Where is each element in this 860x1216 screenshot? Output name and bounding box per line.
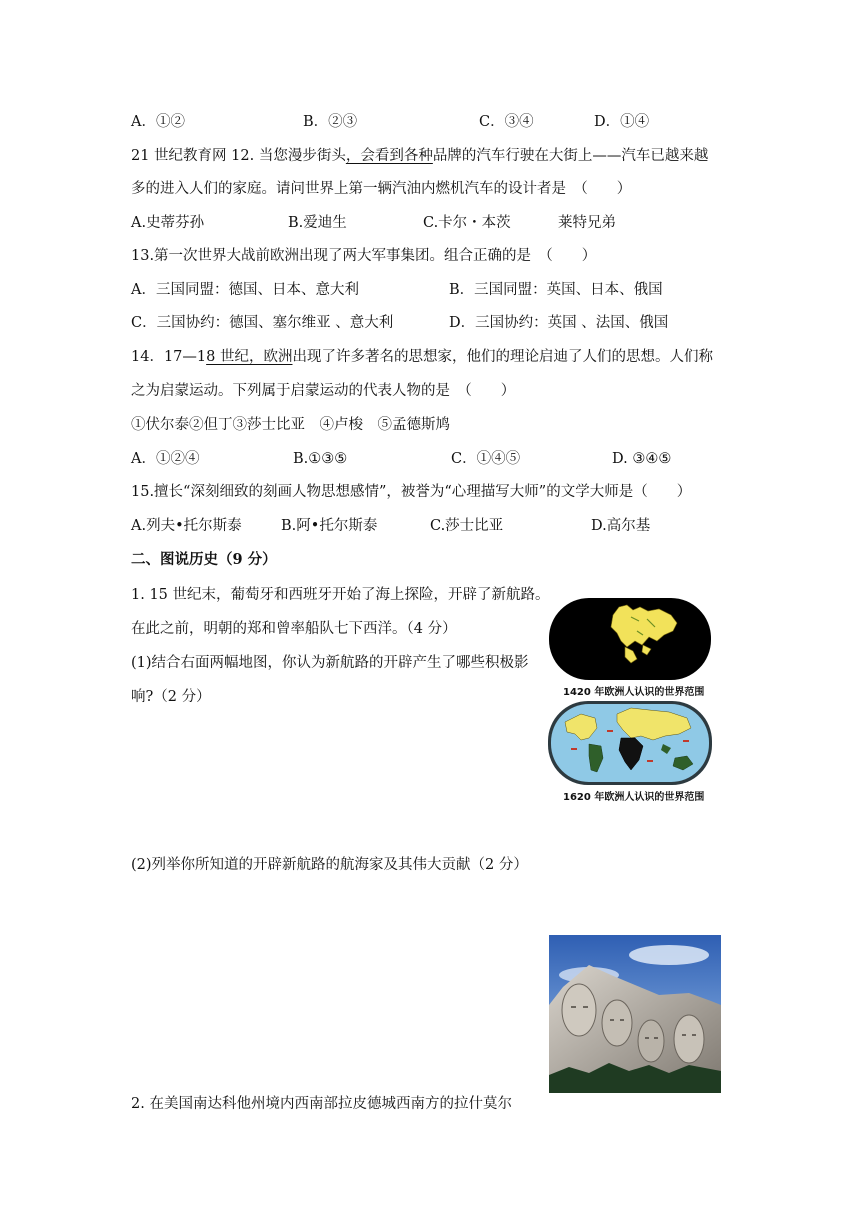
q11-option-a: A．①② bbox=[131, 114, 185, 130]
q14-option-d: D. ③④⑤ bbox=[612, 451, 672, 467]
section2-heading: 二、图说历史（9 分） bbox=[131, 551, 277, 568]
q12-option-c: C.卡尔・本茨 bbox=[423, 215, 511, 231]
q14-options bbox=[131, 449, 751, 469]
q14-underlined: 8 世纪，欧洲 bbox=[206, 349, 293, 365]
q14-stem-line1 bbox=[131, 347, 713, 367]
q12-stem-line2: 多的进入人们的家庭。请问世界上第一辆汽油内燃机汽车的设计者是 （ ） bbox=[131, 181, 632, 197]
q12-prefix: 21 世纪教育网 12. 当您漫步街头 bbox=[131, 148, 346, 164]
q13-options-row1 bbox=[131, 280, 751, 300]
q15-options bbox=[131, 516, 751, 536]
q12-rest: 品牌的汽车行驶在大街上——汽车已越来越 bbox=[432, 148, 709, 164]
map-1620-figure bbox=[547, 700, 713, 803]
q13-options-row2 bbox=[131, 313, 751, 333]
section2-sub1-line1: (1)结合右面两幅地图，你认为新航路的开辟产生了哪些积极影 bbox=[131, 655, 529, 671]
q12-options bbox=[131, 213, 751, 233]
q11-option-b: B．②③ bbox=[303, 114, 358, 130]
q14-prefix: 14．17—1 bbox=[131, 349, 207, 365]
q14-rest: 出现了许多著名的思想家，他们的理论启迪了人们的思想。人们称 bbox=[292, 349, 713, 365]
q15-option-d: D.高尔基 bbox=[591, 518, 651, 534]
map-1620-image bbox=[547, 700, 713, 786]
q12-option-a: A.史蒂芬孙 bbox=[131, 215, 205, 231]
q15-stem: 15.擅长“深刻细致的刻画人物思想感情”，被誉为“心理描写大师”的文学大师是（ ） bbox=[131, 484, 692, 500]
map-1620-caption: 1620 年欧洲人认识的世界范围 bbox=[563, 792, 705, 803]
section2-sub2: (2)列举你所知道的开辟新航路的航海家及其伟大贡献（2 分） bbox=[131, 857, 528, 873]
q13-option-d: D．三国协约：英国 、法国、俄国 bbox=[449, 315, 669, 331]
q14-stem-line2: 之为启蒙运动。下列属于启蒙运动的代表人物的是 （ ） bbox=[131, 383, 516, 399]
mount-rushmore-image bbox=[549, 935, 721, 1093]
q13-option-a: A．三国同盟：德国、日本、意大利 bbox=[131, 282, 359, 298]
q15-option-a: A.列夫•托尔斯泰 bbox=[131, 518, 242, 534]
q14-option-a: A．①②④ bbox=[131, 451, 200, 467]
q13-stem: 13.第一次世界大战前欧洲出现了两大军事集团。组合正确的是 （ ） bbox=[131, 248, 597, 264]
section2-p1-line1: 1. 15 世纪末，葡萄牙和西班牙开始了海上探险，开辟了新航路。 bbox=[131, 587, 550, 603]
section2-q2: 2. 在美国南达科他州境内西南部拉皮德城西南方的拉什莫尔 bbox=[131, 1096, 512, 1112]
q12-stem-line1 bbox=[131, 146, 708, 166]
q11-options bbox=[131, 112, 751, 132]
section2-p1-line2: 在此之前，明朝的郑和曾率船队七下西洋。（4 分） bbox=[131, 621, 457, 637]
q11-option-c: C．③④ bbox=[479, 114, 534, 130]
q14-option-b: B.①③⑤ bbox=[293, 451, 348, 467]
q12-option-b: B.爱迪生 bbox=[288, 215, 347, 231]
q12-option-d: 莱特兄弟 bbox=[558, 215, 616, 231]
q14-option-c: C．①④⑤ bbox=[451, 451, 521, 467]
q12-underlined: ，会看到各种 bbox=[345, 148, 433, 164]
q13-option-c: C．三国协约：德国、塞尔维亚 、意大利 bbox=[131, 315, 394, 331]
map-1420-caption: 1420 年欧洲人认识的世界范围 bbox=[563, 687, 705, 698]
mount-rushmore-photo bbox=[549, 935, 721, 1093]
q14-items: ①伏尔泰②但丁③莎士比亚 ④卢梭 ⑤孟德斯鸠 bbox=[131, 417, 450, 433]
q11-option-d: D．①④ bbox=[594, 114, 650, 130]
section2-sub1-line2: 响?（2 分） bbox=[131, 689, 211, 705]
q13-option-b: B．三国同盟：英国、日本、俄国 bbox=[449, 282, 663, 298]
q15-option-b: B.阿•托尔斯泰 bbox=[281, 518, 378, 534]
q15-option-c: C.莎士比亚 bbox=[430, 518, 504, 534]
map-1420-image bbox=[547, 597, 713, 681]
map-1420-figure bbox=[547, 597, 713, 698]
